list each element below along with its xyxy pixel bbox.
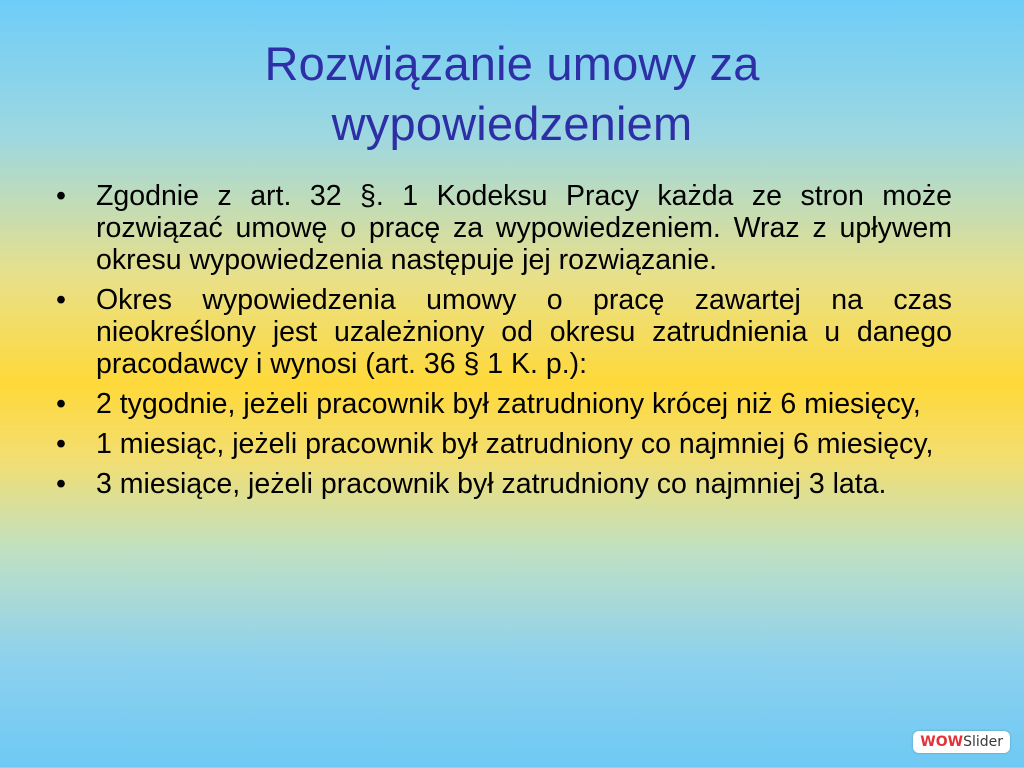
bullet-item (52, 388, 952, 420)
bullet-text: 2 tygodnie, jeżeli pracownik był zatrudniony krócej niż 6 miesięcy, (96, 388, 921, 420)
bullet-dot-icon: • (56, 428, 66, 460)
bullet-text: Zgodnie z art. 32 §. 1 Kodeksu Pracy każda ze stron może rozwiązać umowę o pracę za wypowiedzeniem. Wraz z upływem okresu wypowiedzenia następuje jej rozwiązanie. (96, 180, 952, 276)
slide-title-line-1: Rozwiązanie umowy za (264, 37, 760, 90)
bullet-item (52, 180, 952, 276)
bullet-item (52, 284, 952, 380)
bullet-dot-icon: • (56, 388, 66, 420)
wowslider-logo[interactable] (913, 731, 1010, 753)
bullet-text: 3 miesiące, jeżeli pracownik był zatrudniony co najmniej 3 lata. (96, 468, 887, 500)
bullet-dot-icon: • (56, 284, 66, 316)
slide-title (0, 34, 1024, 154)
bullet-dot-icon: • (56, 468, 66, 500)
bullet-list (52, 180, 952, 508)
wowslider-logo-wow: WOW (920, 734, 964, 750)
bullet-text: Okres wypowiedzenia umowy o pracę zawartej na czas nieokreślony jest uzależniony od okresu zatrudnienia u danego pracodawcy i wynosi (art. 36 § 1 K. p.): (96, 284, 952, 380)
bullet-item (52, 468, 952, 500)
slide-title-line-2: wypowiedzeniem (331, 97, 693, 150)
wowslider-logo-slider: Slider (963, 734, 1003, 750)
bullet-item (52, 428, 952, 460)
bullet-text: 1 miesiąc, jeżeli pracownik był zatrudniony co najmniej 6 miesięcy, (96, 428, 934, 460)
bullet-dot-icon: • (56, 180, 66, 212)
